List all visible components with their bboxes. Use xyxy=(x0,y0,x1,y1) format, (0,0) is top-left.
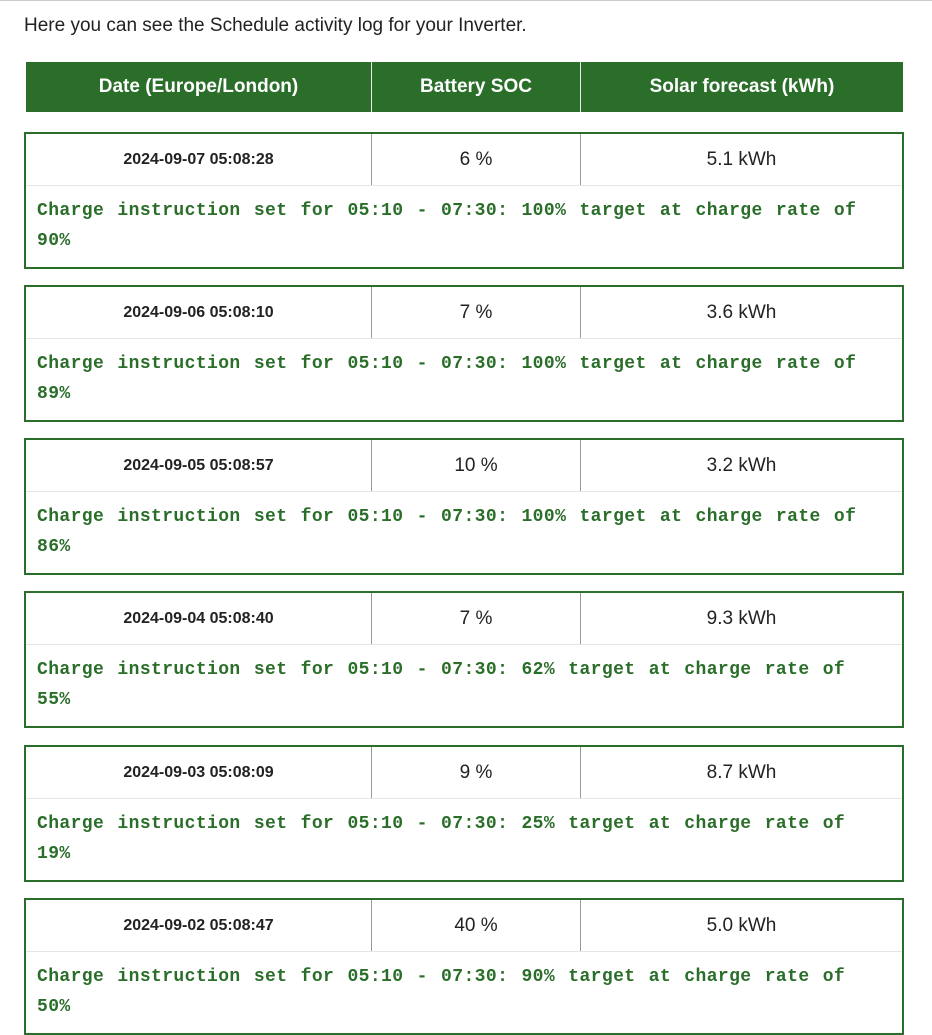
log-entry xyxy=(24,898,904,1035)
log-entry-row xyxy=(26,900,902,952)
log-entry-date: 2024-09-03 05:08:09 xyxy=(123,763,274,781)
log-entry-row xyxy=(26,287,902,339)
log-entry-battery-soc: 7 % xyxy=(371,287,580,338)
log-entry-battery-soc: 10 % xyxy=(371,440,580,491)
log-entry xyxy=(24,745,904,882)
log-entry-solar-forecast: 9.3 kWh xyxy=(580,593,902,644)
log-entry-solar-forecast: 5.0 kWh xyxy=(580,900,902,951)
log-entry-battery-soc: 40 % xyxy=(371,900,580,951)
log-entry-battery-soc: 6 % xyxy=(371,134,580,185)
log-entry xyxy=(24,591,904,728)
column-header-battery-soc: Battery SOC xyxy=(371,62,580,112)
log-entry-date: 2024-09-06 05:08:10 xyxy=(123,303,274,321)
log-entry xyxy=(24,285,904,422)
column-header-solar-forecast: Solar forecast (kWh) xyxy=(580,62,903,112)
log-entry-date: 2024-09-05 05:08:57 xyxy=(123,456,274,474)
log-entry-message: Charge instruction set for 05:10 - 07:30: 25% target at charge rate of 19% xyxy=(37,814,846,864)
log-entry-date: 2024-09-07 05:08:28 xyxy=(123,150,274,168)
log-entry-message: Charge instruction set for 05:10 - 07:30: 100% target at charge rate of 89% xyxy=(37,354,857,404)
log-entry-solar-forecast: 3.6 kWh xyxy=(580,287,902,338)
log-entry-date: 2024-09-02 05:08:47 xyxy=(123,916,274,934)
column-header-date: Date (Europe/London) xyxy=(98,76,299,97)
log-entry-message: Charge instruction set for 05:10 - 07:30: 100% target at charge rate of 86% xyxy=(37,507,857,557)
log-entry-message: Charge instruction set for 05:10 - 07:30: 90% target at charge rate of 50% xyxy=(37,967,846,1017)
log-entry-solar-forecast: 3.2 kWh xyxy=(580,440,902,491)
log-entry-solar-forecast: 5.1 kWh xyxy=(580,134,902,185)
log-entry xyxy=(24,132,904,269)
log-entry-message: Charge instruction set for 05:10 - 07:30: 62% target at charge rate of 55% xyxy=(37,660,846,710)
log-entry-row xyxy=(26,593,902,645)
table-header xyxy=(26,62,903,112)
log-entry-row xyxy=(26,134,902,186)
log-entry-row xyxy=(26,440,902,492)
log-entry-date: 2024-09-04 05:08:40 xyxy=(123,609,274,627)
log-entry-solar-forecast: 8.7 kWh xyxy=(580,747,902,798)
log-entry-row xyxy=(26,747,902,799)
log-entry-battery-soc: 9 % xyxy=(371,747,580,798)
page-intro: Here you can see the Schedule activity log for your Inverter. xyxy=(24,15,527,36)
log-entry-battery-soc: 7 % xyxy=(371,593,580,644)
log-entry-message: Charge instruction set for 05:10 - 07:30: 100% target at charge rate of 90% xyxy=(37,201,857,251)
log-entry xyxy=(24,438,904,575)
